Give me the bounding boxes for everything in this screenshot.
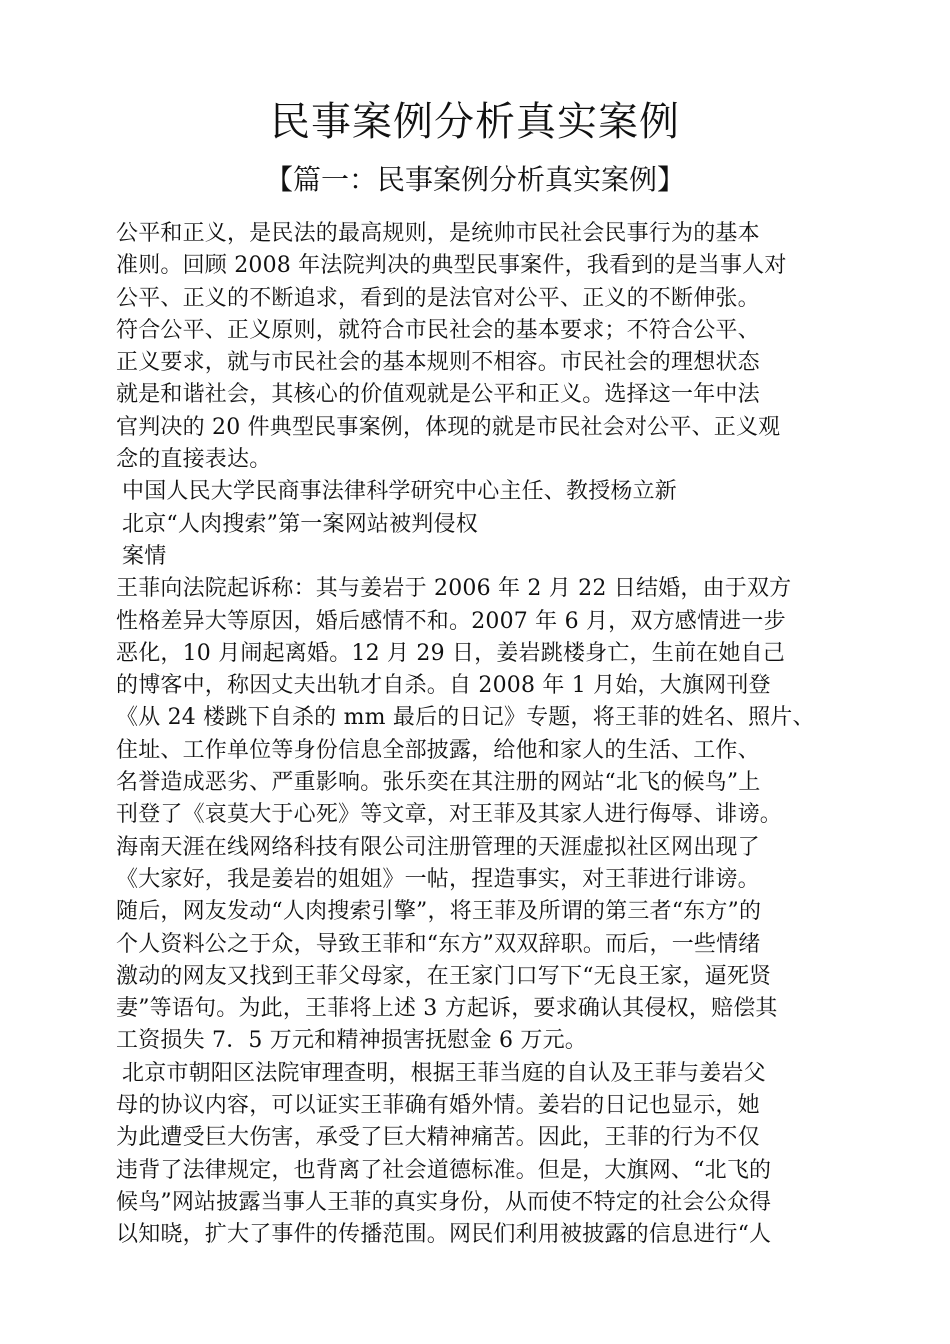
body-line: 随后，网友发动“人肉搜索引擎”，将王菲及所谓的第三者“东方”的 [116, 899, 762, 925]
document-subtitle: 【篇一：民事案例分析真实案例】 [264, 163, 685, 196]
body-line: 妻”等语句。为此，王菲将上述 3 方起诉，要求确认其侵权，赔偿其 [116, 996, 778, 1022]
body-line: 激动的网友又找到王菲父母家，在王家门口写下“无良王家，逼死贤 [116, 963, 772, 989]
body-line: 名誉造成恶劣、严重影响。张乐奕在其注册的网站“北飞的候鸟”上 [116, 770, 761, 796]
body-line: 《从 24 楼跳下自杀的 mm 最后的日记》专题，将王菲的姓名、照片、 [116, 705, 815, 731]
body-line: 海南天涯在线网络科技有限公司注册管理的天涯虚拟社区网出现了 [116, 834, 760, 860]
body-line: 正义要求，就与市民社会的基本规则不相容。市民社会的理想状态 [116, 350, 760, 376]
body-line: 住址、工作单位等身份信息全部披露，给他和家人的生活、工作、 [116, 737, 760, 763]
body-line: 官判决的 20 件典型民事案例，体现的就是市民社会对公平、正义观 [116, 414, 781, 440]
body-line: 违背了法律规定，也背离了社会道德标准。但是，大旗网、“北飞的 [116, 1157, 772, 1183]
body-line: 母的协议内容，可以证实王菲确有婚外情。姜岩的日记也显示，她 [116, 1093, 760, 1119]
body-line: 性格差异大等原因，婚后感情不和。2007 年 6 月，双方感情进一步 [116, 608, 786, 634]
body-line: 念的直接表达。 [116, 447, 272, 473]
document-title: 民事案例分析真实案例 [270, 99, 680, 145]
body-line: 公平和正义，是民法的最高规则，是统帅市民社会民事行为的基本 [116, 221, 760, 246]
body-line: 北京市朝阳区法院审理查明，根据王菲当庭的自认及王菲与姜岩父 [122, 1060, 766, 1086]
body-line: 就是和谐社会，其核心的价值观就是公平和正义。选择这一年中法 [116, 382, 760, 408]
case-heading: 北京“人肉搜索”第一案网站被判侵权 [122, 511, 478, 537]
body-line: 恶化，10 月闹起离婚。12 月 29 日，姜岩跳楼身亡，生前在她自己 [116, 640, 785, 666]
section-heading: 案情 [122, 543, 167, 569]
body-line: 公平、正义的不断追求，看到的是法官对公平、正义的不断伸张。 [116, 285, 760, 311]
body-line: 准则。回顾 2008 年法院判决的典型民事案件，我看到的是当事人对 [116, 253, 787, 279]
body-line: 个人资料公之于众，导致王菲和“东方”双双辞职。而后，一些情绪 [116, 931, 761, 957]
body-line: 刊登了《哀莫大于心死》等文章，对王菲及其家人进行侮辱、诽谤。 [116, 802, 783, 828]
body-line: 以知晓，扩大了事件的传播范围。网民们利用被披露的信息进行“人 [116, 1222, 772, 1248]
document-body [116, 218, 856, 1252]
author-line: 中国人民大学民商事法律科学研究中心主任、教授杨立新 [122, 479, 678, 505]
body-line: 候鸟”网站披露当事人王菲的真实身份，从而使不特定的社会公众得 [116, 1189, 772, 1215]
body-line: 《大家好，我是姜岩的姐姐》一帖，捏造事实，对王菲进行诽谤。 [116, 866, 760, 892]
body-line: 王菲向法院起诉称：其与姜岩于 2006 年 2 月 22 日结婚，由于双方 [116, 576, 792, 602]
body-line: 为此遭受巨大伤害，承受了巨大精神痛苦。因此，王菲的行为不仅 [116, 1125, 760, 1151]
body-line: 符合公平、正义原则，就符合市民社会的基本要求；不符合公平、 [116, 317, 760, 343]
body-line: 的博客中，称因丈夫出轨才自杀。自 2008 年 1 月始，大旗网刊登 [116, 673, 771, 699]
body-line: 工资损失 7．5 万元和精神损害抚慰金 6 万元。 [116, 1028, 587, 1054]
